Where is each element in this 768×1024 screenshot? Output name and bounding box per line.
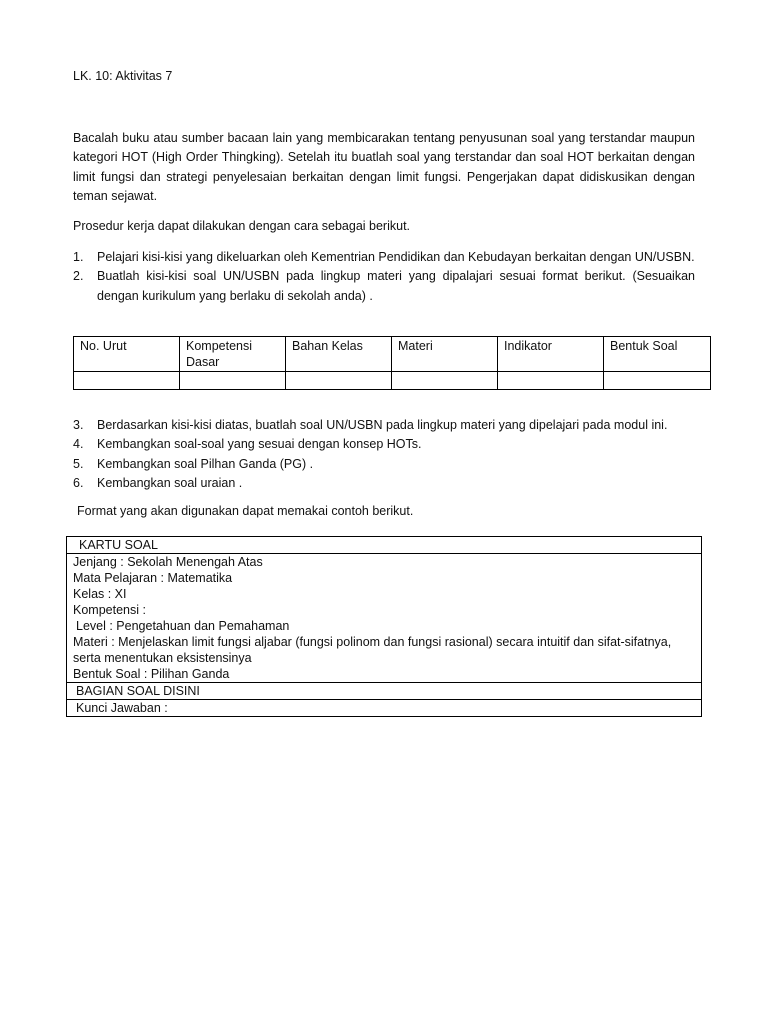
- kunci-jawaban-text: Kunci Jawaban :: [76, 701, 168, 715]
- kartu-soal-table: [66, 536, 702, 717]
- table-row: [67, 537, 702, 554]
- list-item: [73, 455, 695, 474]
- materi-line: Materi : Menjelaskan limit fungsi aljabar (fungsi polinom dan fungsi rasional) secara intuitif dan sifat-sifatnya, serta menentukan eksistensinya: [73, 635, 672, 665]
- list-item: [73, 474, 695, 493]
- kelas-line: Kelas : XI: [73, 587, 127, 601]
- table-cell: [392, 372, 498, 390]
- page-title: LK. 10: Aktivitas 7: [73, 69, 173, 83]
- kisi-kisi-table: [73, 336, 711, 390]
- bagian-soal-text: BAGIAN SOAL DISINI: [76, 684, 200, 698]
- kompetensi-line: Kompetensi :: [73, 603, 146, 617]
- table-row: [67, 683, 702, 700]
- list-item: [73, 435, 695, 454]
- list-item-text: Berdasarkan kisi-kisi diatas, buatlah soal UN/USBN pada lingkup materi yang dipelajari pada modul ini.: [97, 418, 668, 432]
- bagian-soal-cell: [67, 683, 702, 700]
- table-cell: [498, 372, 604, 390]
- table-row: [74, 372, 711, 390]
- list-item-number: 5.: [73, 456, 84, 471]
- table-row: [67, 554, 702, 683]
- procedure-paragraph: Prosedur kerja dapat dilakukan dengan cara sebagai berikut.: [73, 219, 411, 233]
- list-item-number: 6.: [73, 475, 84, 490]
- kunci-jawaban-cell: [67, 700, 702, 717]
- table-cell: [604, 372, 711, 390]
- list-item: [73, 267, 695, 306]
- list-item-text: Kembangkan soal Pilhan Ganda (PG) .: [97, 456, 314, 471]
- level-line: Level : Pengetahuan dan Pemahaman: [76, 619, 290, 633]
- mata-pelajaran-line: Mata Pelajaran : Matematika: [73, 571, 233, 585]
- steps-list-first: [73, 248, 695, 306]
- kartu-soal-title-text: KARTU SOAL: [79, 538, 158, 552]
- intro-paragraph: Bacalah buku atau sumber bacaan lain yang membicarakan tentang penyusunan soal yang terstandar maupun kategori HOT (High Order Thingking). Setelah itu buatlah soal yang terstandar dan soal HOT berkaitan dengan limit fungsi dan strategi penyelesaian berkaitan dengan limit fungsi. Pengerjakan dapat didiskusikan dengan teman sejawat.: [73, 131, 695, 203]
- table-header-cell: No. Urut: [74, 337, 180, 372]
- list-item-text: Kembangkan soal uraian .: [97, 475, 243, 490]
- jenjang-line: Jenjang : Sekolah Menengah Atas: [73, 555, 263, 569]
- bentuk-soal-line: Bentuk Soal : Pilihan Ganda: [73, 667, 230, 681]
- kartu-soal-details: [67, 554, 702, 683]
- list-item-number: 1.: [73, 250, 84, 264]
- steps-list-second: [73, 416, 695, 493]
- table-cell: [180, 372, 286, 390]
- table-header-cell: Materi: [392, 337, 498, 372]
- list-item-number: 2.: [73, 269, 84, 284]
- table-header-cell: Bahan Kelas: [286, 337, 392, 372]
- format-note: Format yang akan digunakan dapat memakai contoh berikut.: [77, 504, 414, 518]
- kartu-soal-title: [67, 537, 702, 554]
- table-header-row: [74, 337, 711, 372]
- list-item: [73, 416, 695, 435]
- table-cell: [286, 372, 392, 390]
- list-item-text: Pelajari kisi-kisi yang dikeluarkan oleh Kementrian Pendidikan dan Kebudayan berkaitan dengan UN/USBN.: [97, 250, 695, 264]
- table-header-cell: Indikator: [498, 337, 604, 372]
- list-item-text: Kembangkan soal-soal yang sesuai dengan konsep HOTs.: [97, 437, 422, 452]
- table-header-cell: Bentuk Soal: [604, 337, 711, 372]
- table-row: [67, 700, 702, 717]
- table-cell: [74, 372, 180, 390]
- table-header-cell: Kompetensi Dasar: [180, 337, 286, 372]
- list-item-number: 3.: [73, 418, 84, 432]
- list-item: [73, 248, 695, 267]
- list-item-number: 4.: [73, 437, 84, 452]
- list-item-text: Buatlah kisi-kisi soal UN/USBN pada lingkup materi yang dipalajari sesuai format berikut. (Sesuaikan dengan kurikulum yang berlaku di sekolah anda) .: [97, 269, 695, 303]
